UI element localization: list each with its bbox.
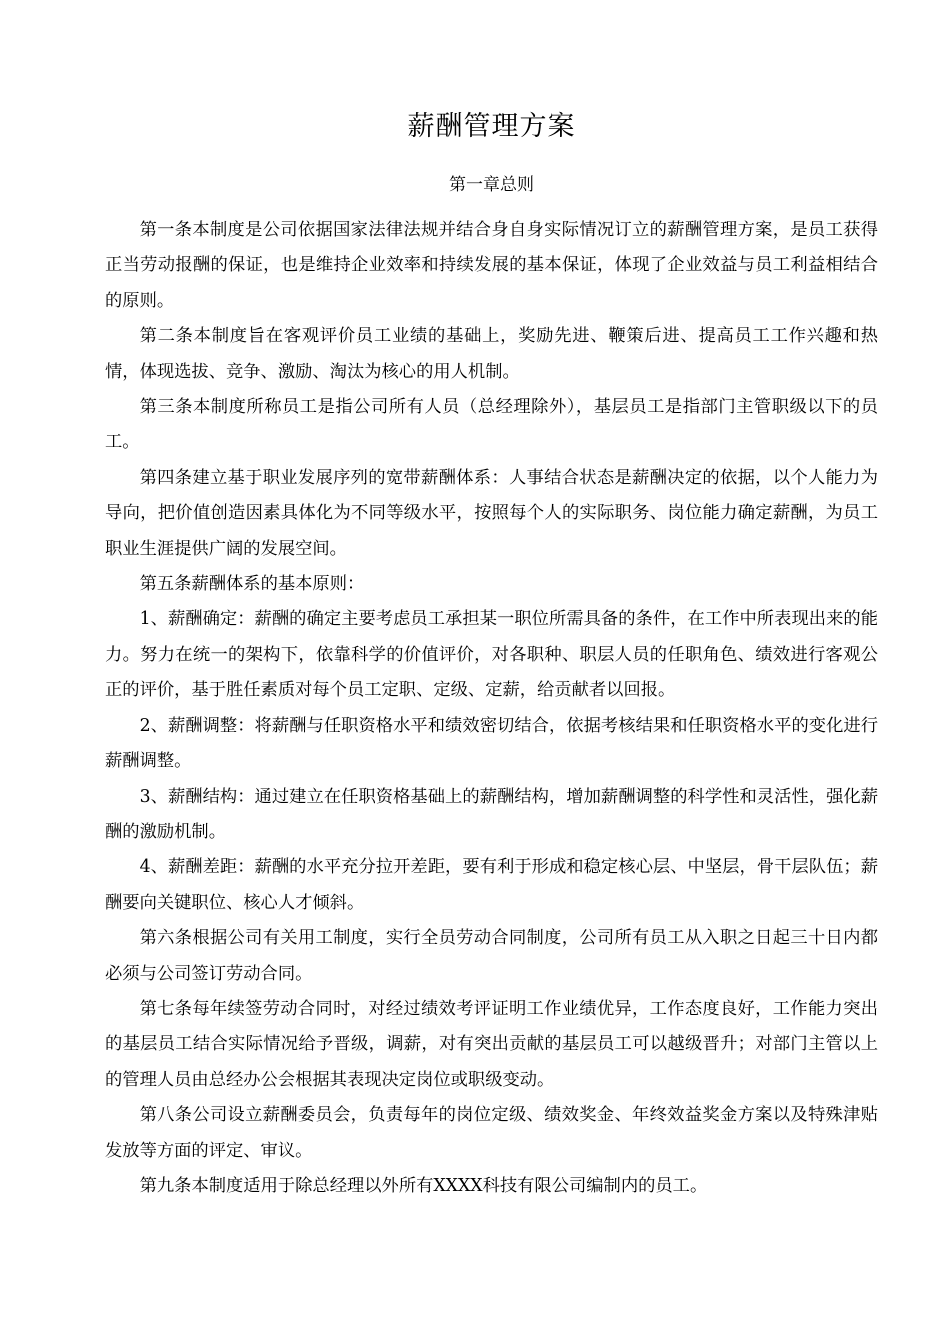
article-6-paragraph: 第六条根据公司有关用工制度，实行全员劳动合同制度，公司所有员工从入职之日起三十日内都必须与公司签订劳动合同。: [105, 928, 878, 984]
principle-1-paragraph: 1、薪酬确定：薪酬的确定主要考虑员工承担某一职位所需具备的条件，在工作中所表现出来的能力。努力在统一的架构下，依靠科学的价值评价，对各职种、职层人员的任职角色、绩效进行客观公正的评价，基于胜任素质对每个员工定职、定级、定薪，给贡献者以回报。: [105, 609, 878, 701]
principle-4-paragraph: 4、薪酬差距：薪酬的水平充分拉开差距，要有利于形成和稳定核心层、中坚层，骨干层队伍；薪酬要向关键职位、核心人才倾斜。: [105, 857, 878, 913]
principle-2-paragraph: 2、薪酬调整：将薪酬与任职资格水平和绩效密切结合，依据考核结果和任职资格水平的变化进行薪酬调整。: [105, 715, 878, 772]
chapter-title: 第一章总则: [449, 175, 534, 195]
article-3-paragraph: 第三条本制度所称员工是指公司所有人员（总经理除外），基层员工是指部门主管职级以下的员工。: [105, 397, 878, 453]
principle-3-paragraph: 3、薪酬结构：通过建立在任职资格基础上的薪酬结构，增加薪酬调整的科学性和灵活性，强化薪酬的激励机制。: [105, 786, 878, 842]
article-9-paragraph: 第九条本制度适用于除总经理以外所有XXXX科技有限公司编制内的员工。: [139, 1175, 708, 1196]
article-1-paragraph: 第一条本制度是公司依据国家法律法规并结合身自身实际情况订立的薪酬管理方案，是员工获得正当劳动报酬的保证，也是维持企业效率和持续发展的基本保证，体现了企业效益与员工利益相结合的原则。: [105, 220, 878, 311]
document-body: [105, 213, 878, 1204]
article-7-paragraph: 第七条每年续签劳动合同时，对经过绩效考评证明工作业绩优异，工作态度良好，工作能力突出的基层员工结合实际情况给予晋级，调薪，对有突出贡献的基层员工可以越级晋升；对部门主管以上的管理人员由总经办公会根据其表现决定岗位或职级变动。: [105, 998, 878, 1090]
article-2-paragraph: 第二条本制度旨在客观评价员工业绩的基础上，奖励先进、鞭策后进、提高员工工作兴趣和热情，体现选拔、竞争、激励、淘汰为核心的用人机制。: [105, 326, 878, 382]
article-8-paragraph: 第八条公司设立薪酬委员会，负责每年的岗位定级、绩效奖金、年终效益奖金方案以及特殊津贴发放等方面的评定、审议。: [105, 1105, 878, 1161]
document-title: 薪酬管理方案: [407, 111, 576, 142]
article-4-paragraph: 第四条建立基于职业发展序列的宽带薪酬体系：人事结合状态是薪酬决定的依据，以个人能力为导向，把价值创造因素具体化为不同等级水平，按照每个人的实际职务、岗位能力确定薪酬，为员工职业生涯提供广阔的发展空间。: [105, 467, 878, 559]
article-5-paragraph: 第五条薪酬体系的基本原则：: [139, 574, 365, 595]
